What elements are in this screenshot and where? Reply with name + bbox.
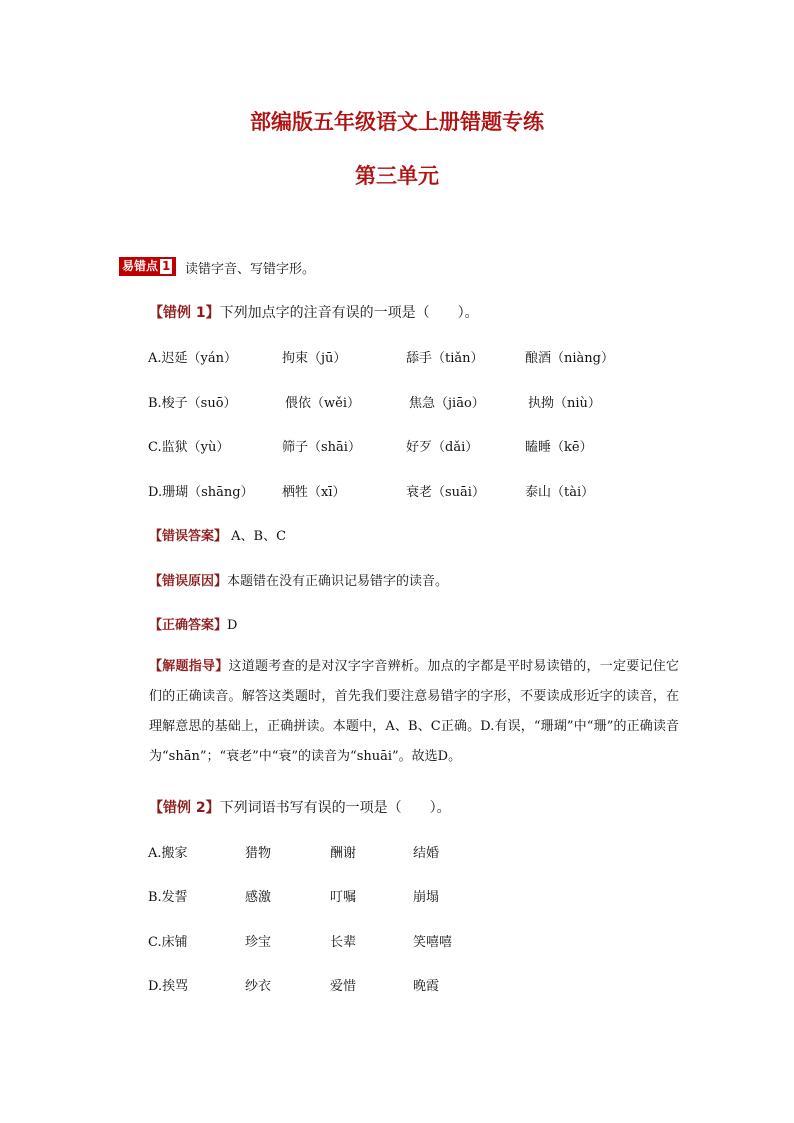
q2-option: 感激 bbox=[245, 890, 272, 905]
q1-option: 焦急（jiāo） bbox=[409, 396, 485, 411]
q2-stem: 下列词语书写有误的一项是（ ）。 bbox=[219, 800, 451, 816]
q2-tag: 【错例 2】 bbox=[149, 800, 220, 816]
q1-tag: 【错例 1】 bbox=[149, 305, 220, 321]
page-subtitle: 第三单元 bbox=[355, 164, 439, 188]
q2-option: 笑嘻嘻 bbox=[413, 935, 453, 950]
q1-guide: 【解题指导】这道题考查的是对汉字字音辨析。加点的字都是平时易读错的，一定要记住它们的正确读音。解答这类题时，首先我们要注意易错字的字形，不要读成形近字的读音，在理解意思的基础上，正确拼读。本题中，A、B、C正确。D.有误，“珊瑚”中“珊”的正确读音为“shān”；“衰老”中“衰”的读音为“shuāi”。故选D。 bbox=[149, 659, 679, 764]
page-title: 部编版五年级语文上册错题专练 bbox=[250, 110, 544, 134]
q2-stem-line bbox=[149, 797, 451, 817]
correct-answer-tag: 【正确答案】 bbox=[149, 618, 228, 633]
q2-option: 长辈 bbox=[330, 935, 357, 950]
q1-option: B.梭子（suō） bbox=[148, 396, 237, 411]
badge-number: 1 bbox=[162, 259, 171, 273]
q2-option: A.搬家 bbox=[148, 846, 188, 861]
q1-option: C.监狱（yù） bbox=[148, 440, 230, 455]
guide-tag: 【解题指导】 bbox=[149, 659, 229, 674]
q1-option: 筛子（shāi） bbox=[282, 440, 361, 455]
q1-correct-answer: 【正确答案】D bbox=[149, 618, 238, 633]
q2-option: 猎物 bbox=[245, 846, 272, 861]
q2-option: 晚霞 bbox=[413, 979, 440, 994]
q2-option: 纱衣 bbox=[245, 979, 272, 994]
q1-option: 拘束（jū） bbox=[282, 351, 347, 366]
q1-stem: 下列加点字的注音有误的一项是（ ）。 bbox=[219, 305, 479, 321]
q2-option: 结婚 bbox=[413, 846, 440, 861]
q1-option: 酿酒（niàng） bbox=[525, 351, 614, 366]
q2-option: D.挨骂 bbox=[148, 979, 189, 994]
q2-option: 崩塌 bbox=[413, 890, 440, 905]
q1-option: 偎依（wěi） bbox=[285, 396, 360, 411]
q2-option: 酬谢 bbox=[330, 846, 357, 861]
q1-option: D.珊瑚（shāng） bbox=[148, 485, 254, 500]
q1-option: 泰山（tài） bbox=[525, 485, 595, 500]
wrong-reason-tag: 【错误原因】 bbox=[149, 574, 228, 589]
q1-stem-line bbox=[149, 302, 479, 322]
q2-option: 叮嘱 bbox=[330, 890, 357, 905]
q2-option: B.发誓 bbox=[148, 890, 188, 905]
q1-option: 栖牲（xī） bbox=[282, 485, 346, 500]
section-badge bbox=[119, 257, 176, 276]
q1-option: 好歹（dǎi） bbox=[406, 440, 479, 455]
section-text: 读错字音、写错字形。 bbox=[185, 262, 316, 277]
q1-option: 执拗（niù） bbox=[528, 396, 601, 411]
q1-option: 衰老（suāi） bbox=[406, 485, 485, 500]
q1-wrong-reason: 【错误原因】本题错在没有正确识记易错字的读音。 bbox=[149, 574, 449, 589]
q1-option: 舔手（tiǎn） bbox=[406, 351, 484, 366]
wrong-answer-tag: 【错误答案】 bbox=[149, 529, 228, 544]
q1-option: A.迟延（yán） bbox=[148, 351, 237, 366]
q2-option: 珍宝 bbox=[245, 935, 272, 950]
q1-option: 瞌睡（kē） bbox=[525, 440, 593, 455]
q2-option: C.床铺 bbox=[148, 935, 188, 950]
q1-wrong-answer: 【错误答案】 A、B、C bbox=[149, 529, 287, 544]
q2-option: 爱惜 bbox=[330, 979, 357, 994]
badge-label: 易错点 bbox=[122, 259, 159, 273]
